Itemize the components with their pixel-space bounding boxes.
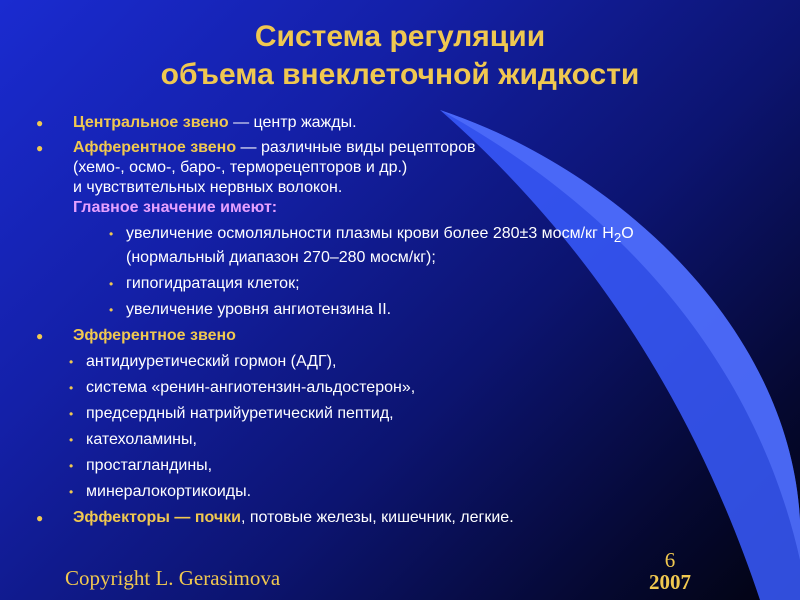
sublist-item-text: увеличение уровня ангиотензина II. bbox=[126, 301, 392, 319]
sub-bullet-icon: • bbox=[109, 303, 114, 318]
sublist-item-text: катехоламины, bbox=[86, 431, 197, 449]
item-text: — различные виды рецепторов bbox=[236, 139, 476, 156]
sub-bullet-icon: • bbox=[69, 433, 74, 448]
sublist-item bbox=[33, 456, 783, 476]
item-text: — центр жажды. bbox=[228, 114, 357, 131]
item-label: Эффекторы bbox=[73, 509, 170, 527]
sub-bullet-icon: • bbox=[109, 227, 114, 241]
sublist-item-text: антидиуретический гормон (АДГ), bbox=[86, 353, 337, 371]
sublist-item bbox=[73, 224, 783, 268]
sub-bullet-icon: • bbox=[69, 381, 74, 396]
list-item-effectors bbox=[33, 508, 783, 528]
efferent-sublist bbox=[33, 352, 783, 502]
bullet-icon: ● bbox=[36, 141, 44, 155]
sublist-item-tail: О bbox=[621, 225, 634, 242]
sublist-item bbox=[33, 430, 783, 450]
sublist-item bbox=[33, 482, 783, 502]
sublist-item bbox=[73, 274, 783, 294]
item-label: Эфферентное звено bbox=[73, 327, 236, 345]
item-dash: — bbox=[169, 509, 195, 527]
sublist-item-text: предсердный натрийуретический пептид, bbox=[86, 405, 394, 423]
sublist-item-text: система «ренин-ангиотензин-альдостерон», bbox=[86, 379, 416, 397]
bullet-icon: ● bbox=[36, 329, 44, 344]
list-item-efferent bbox=[33, 326, 783, 502]
sublist-item bbox=[33, 378, 783, 398]
sublist-item-text: минералокортикоиды. bbox=[86, 483, 252, 501]
item-label: Центральное звено bbox=[73, 114, 229, 131]
list-item-central bbox=[33, 113, 783, 133]
sub-bullet-icon: • bbox=[69, 459, 74, 474]
content-list bbox=[33, 113, 783, 533]
sublist-item-text: увеличение осмоляльности плазмы крови более 280±3 мосм/кг Н bbox=[126, 225, 614, 242]
item-label-2: почки bbox=[194, 509, 241, 527]
item-label: Афферентное звено bbox=[73, 139, 237, 156]
sublist-item bbox=[73, 300, 783, 320]
list-item-afferent bbox=[33, 138, 783, 320]
sub-bullet-icon: • bbox=[109, 277, 114, 292]
item-text-line-3: и чувствительных нервных волокон. bbox=[73, 179, 343, 196]
sublist-item-text: гипогидратация клеток; bbox=[126, 275, 300, 293]
title-line-1: Система регуляции bbox=[254, 20, 546, 53]
bullet-icon: ● bbox=[36, 511, 44, 526]
sublist-item-text: простагландины, bbox=[86, 457, 213, 475]
sub-heading: Главное значение имеют: bbox=[73, 199, 278, 216]
slide-title bbox=[0, 18, 800, 94]
title-line-2: объема внеклеточной жидкости bbox=[160, 58, 640, 91]
sublist-item bbox=[33, 352, 783, 372]
item-text: , потовые железы, кишечник, легкие. bbox=[240, 509, 514, 527]
sublist-item bbox=[33, 404, 783, 424]
sub-bullet-icon: • bbox=[69, 407, 74, 422]
item-text-line-2: (хемо-, осмо-, баро-, терморецепторов и др.) bbox=[73, 159, 408, 176]
slide-number-block bbox=[645, 549, 695, 593]
copyright-footer: Copyright L. Gerasimova bbox=[65, 566, 281, 590]
sublist-item-line-2: (нормальный диапазон 270–280 мосм/кг); bbox=[126, 249, 436, 267]
sub-bullet-icon: • bbox=[69, 485, 74, 500]
bullet-icon: ● bbox=[36, 116, 44, 130]
subscript: 2 bbox=[613, 230, 622, 246]
footer-year: 2007 bbox=[649, 570, 691, 594]
slide-number: 6 bbox=[664, 548, 676, 572]
sub-bullet-icon: • bbox=[69, 355, 74, 370]
afferent-sublist bbox=[73, 224, 783, 320]
